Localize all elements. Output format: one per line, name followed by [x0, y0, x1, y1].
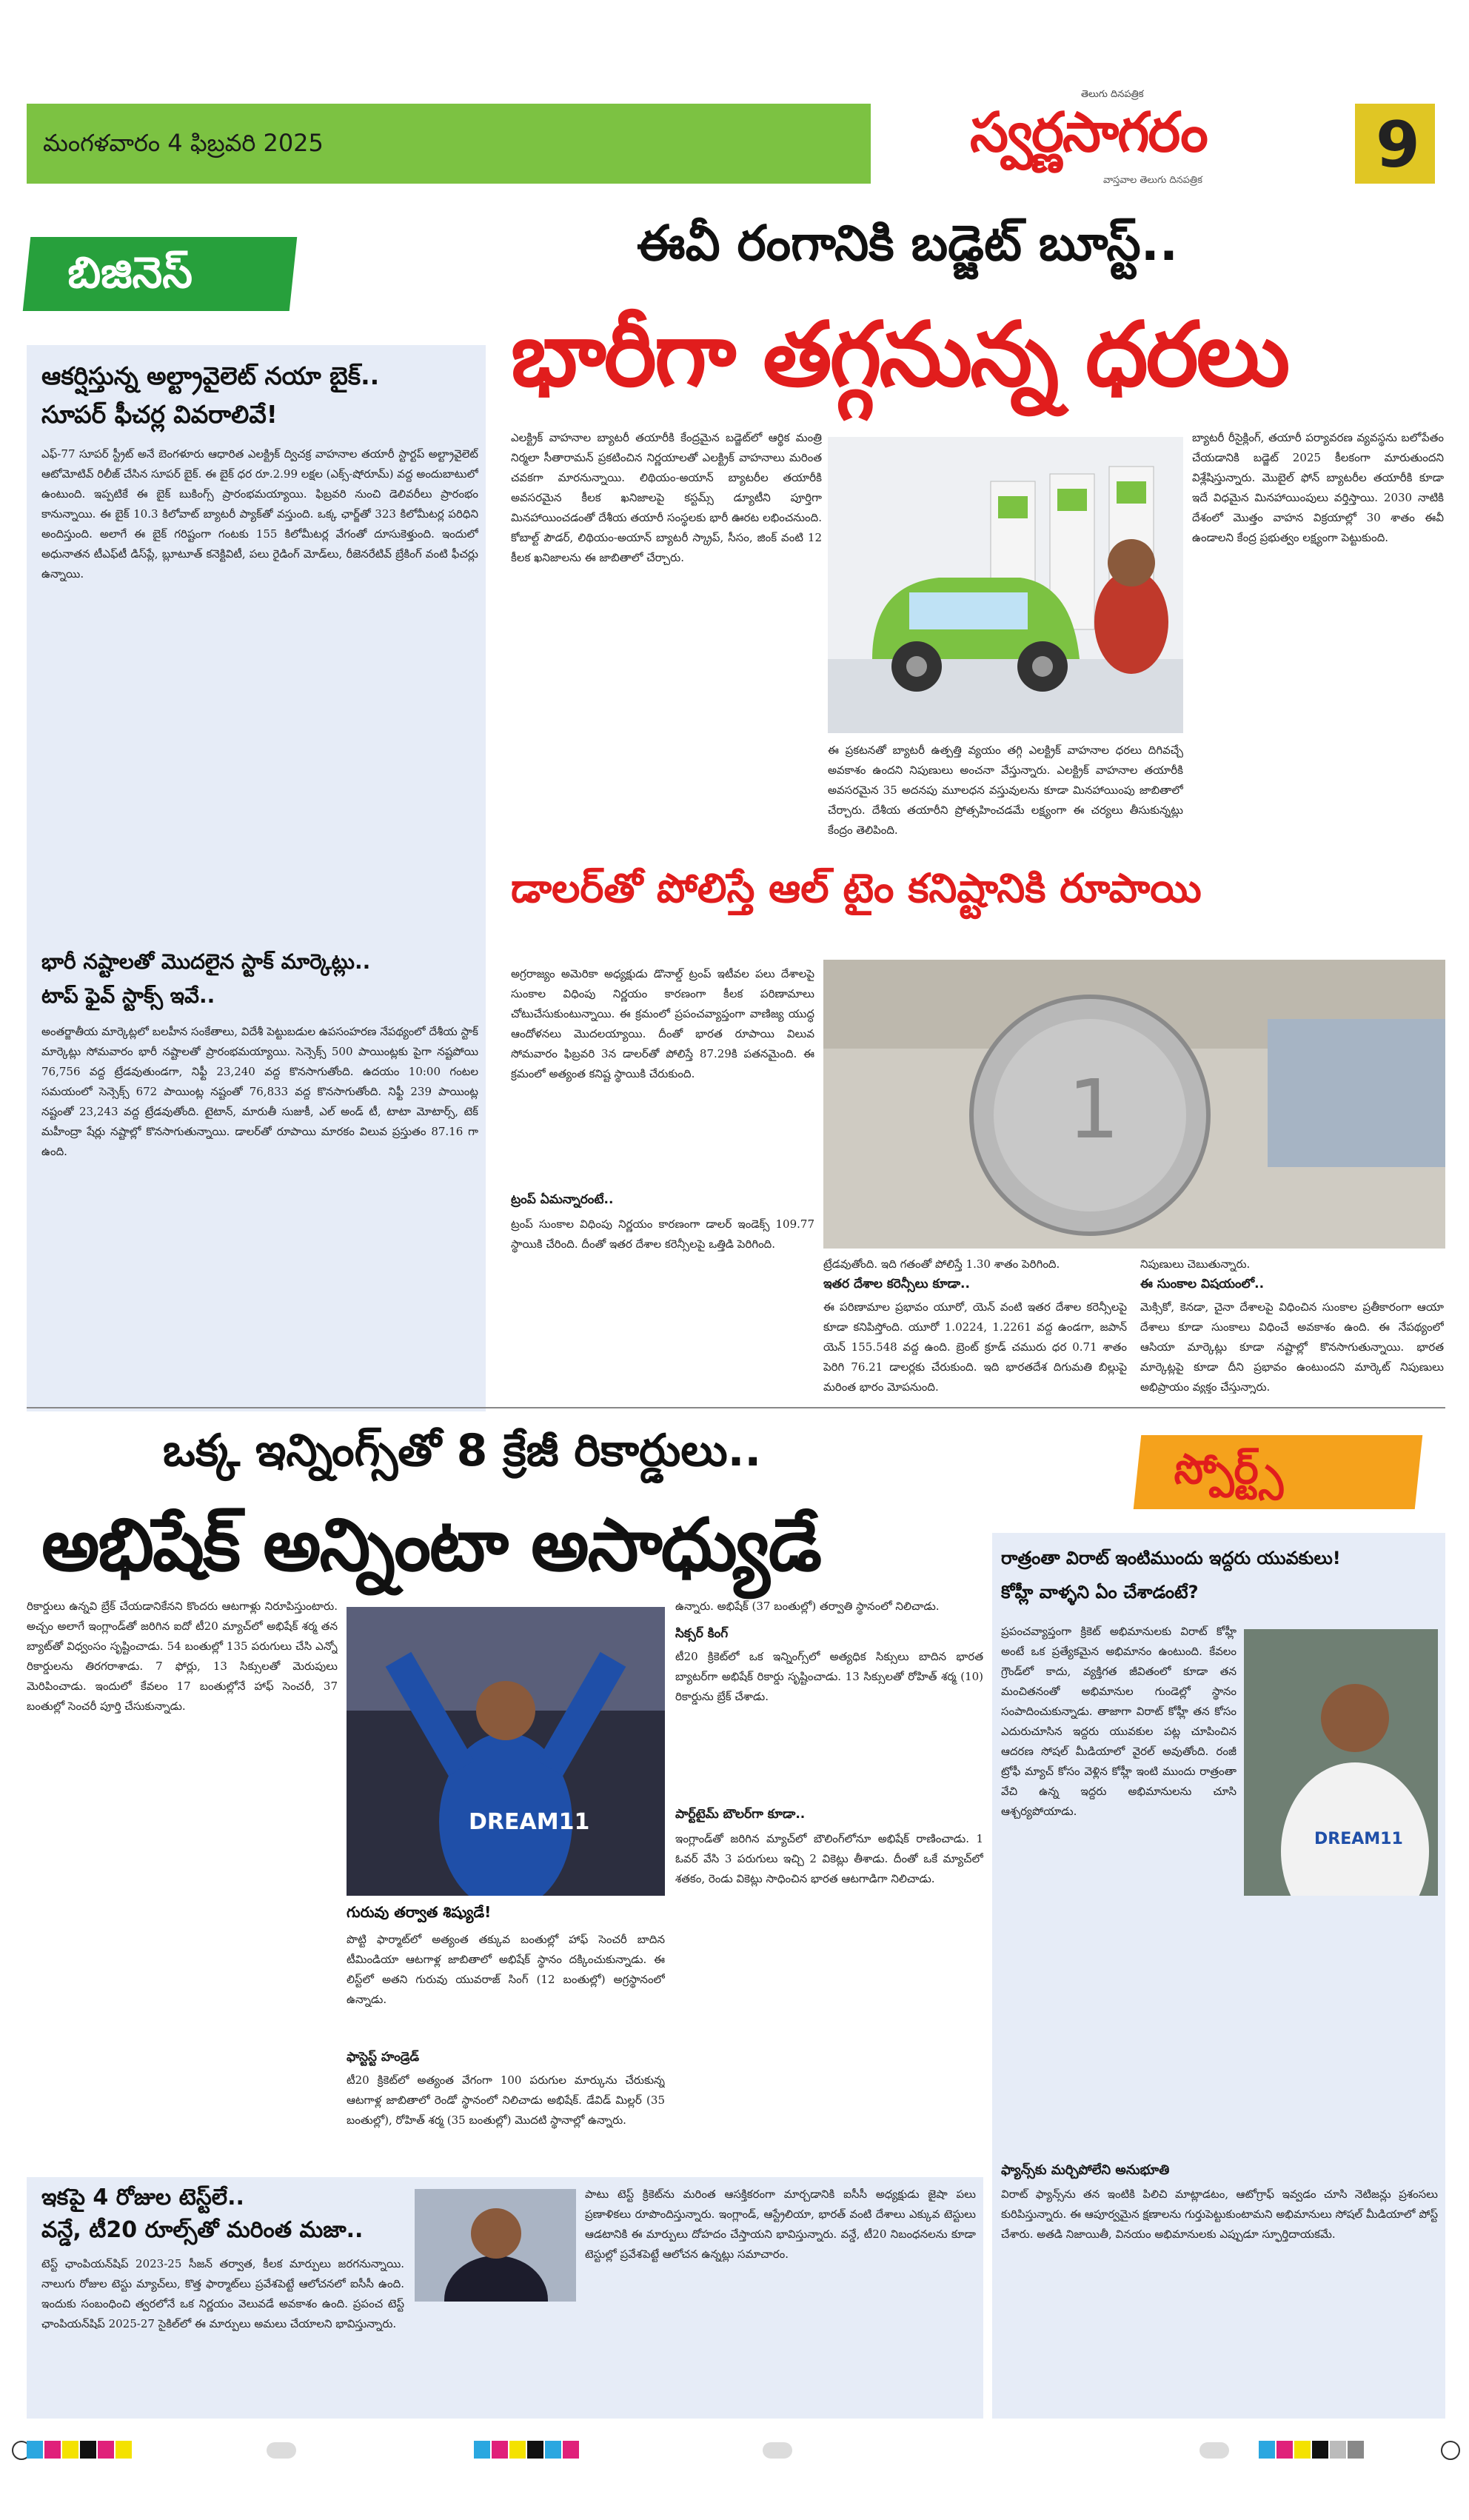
rupee-article-col3a: నిపుణులు చెబుతున్నారు. — [1140, 1257, 1251, 1271]
abhishek-subhead-2: ఫాస్టెస్ట్ హండ్రెడ్ — [347, 2050, 420, 2065]
rupee-subhead-1: ట్రంప్ ఏమన్నారంటే.. — [511, 1192, 614, 1207]
rupee-article-col2a: ట్రేడవుతోంది. ఇది గతంతో పోలిస్తే 1.30 శాతం పెరిగింది. — [823, 1257, 1060, 1271]
page-number-tab — [1355, 104, 1435, 184]
stocks-subhead: టాప్ ఫైవ్ స్టాక్స్ ఇవే.. — [41, 983, 215, 1008]
svg-text:DREAM11: DREAM11 — [1314, 1830, 1403, 1848]
ev-charging-photo — [828, 437, 1183, 733]
masthead-subtitle: వాస్తవాల తెలుగు దినపత్రిక — [1103, 175, 1202, 186]
test-col2: పాటు టెస్ట్ క్రికెట్‌ను మరింత ఆసక్తికరంగా మార్చడానికి ఐసీసీ అధ్యక్షుడు జైషా పలు ప్రణాళికలు రూపొందిస్తున్నారు. ఇంగ్లాండ్, ఆస్ట్రేలియా, భారత్ వంటి దేశాలు ఎక్కువ టెస్టులు ఆడటానికి ఈ మార్పులు దోహదం చేస్తాయని భావిస్తున్నారు. వన్డే, టీ20 నిబంధనలను కూడా టెస్టుల్లో ప్రవేశపెట్టే ఆలోచన ఉన్నట్లు సమాచారం. — [585, 2188, 976, 2261]
abhishek-col3c: ఇంగ్లాండ్‌తో జరిగిన మ్యాచ్‌లో బౌలింగ్‌లోనూ అభిషేక్ రాణించాడు. 1 ఓవర్ వేసి 3 పరుగులు ఇచ్చి 2 వికెట్లు తీశాడు. దీంతో ఒకే మ్యాచ్‌లో శతకం, రెండు వికెట్లు సాధించిన భారత ఆటగాడిగా నిలిచాడు. — [675, 1832, 983, 1885]
ev-article-col1: ఎలక్ట్రిక్ వాహనాల బ్యాటరీ తయారీకి కేంద్రమైన బడ్జెట్‌లో ఆర్థిక మంత్రి నిర్మలా సీతారామన్ ప్రకటించిన నిర్ణయాలతో ఎలక్ట్రిక్ వాహనాలు మరింత చవకగా మారనున్నాయి. లిథియం-అయాన్ బ్యాటరీల తయారీకి అవసరమైన కీలక ఖనిజాలపై కస్టమ్స్ డ్యూటీని పూర్తిగా మినహాయించడంతో దేశీయ తయారీ సంస్థలకు భారీ ఊరట లభించనుంది. కోబాల్ట్ పౌడర్, లిథియం-అయాన్ బ్యాటరీ స్క్రాప్, సీసం, జింక్ వంటి 12 కీలక ఖనిజాలను ఈ జాబితాలో చేర్చారు. — [511, 431, 822, 564]
stocks-article-body: అంతర్జాతీయ మార్కెట్లలో బలహీన సంకేతాలు, విదేశీ పెట్టుబడుల ఉపసంహరణ నేపథ్యంలో దేశీయ స్టాక్ మార్కెట్లు సోమవారం భారీ నష్టాలతో ప్రారంభమయ్యాయి. సెన్సెక్స్ 500 పాయింట్లకు పైగా నష్టపోయి 76,756 వద్ద ట్రేడవుతుండగా, నిఫ్టీ 23,240 వద్ద కొనసాగుతోంది. ఉదయం 10:00 గంటల సమయంలో సెన్సెక్స్ 672 పాయింట్ల నష్టంతో 76,833 వద్ద కొనసాగుతోంది. నిఫ్టీ 239 పాయింట్ల నష్టంతో 23,243 వద్ద ట్రేడవుతోంది. టైటాన్, మారుతీ సుజుకీ, ఎల్ అండ్ టీ, టాటా మోటార్స్, టెక్ మహీంద్రా షేర్లు నష్టాల్లో కొనసాగుతున్నాయి. డాలర్‌తో రూపాయి మారకం విలువ ప్రస్తుతం 87.16 గా ఉంది. — [41, 1025, 478, 1158]
abhishek-headline: అభిషేక్ అన్నింటా అసాధ్యుడే — [41, 1503, 821, 1588]
abhishek-col3b: టీ20 క్రికెట్‌లో ఒక ఇన్నింగ్స్‌లో అత్యధిక సిక్సులు బాదిన భారత బ్యాటర్‌గా అభిషేక్ రికార్డు సృష్టించాడు. 13 సిక్సులతో రోహిత్ శర్మ (10) రికార్డును బ్రేక్ చేశాడు. — [675, 1650, 983, 1703]
business-tag-label: బిజినెస్ — [67, 247, 193, 298]
abhishek-photo — [347, 1607, 665, 1896]
registration-mark-right — [1441, 2441, 1460, 2460]
rupee-headline: డాలర్‌తో పోలిస్తే ఆల్ టైం కనిష్టానికి రూపాయి — [511, 865, 1202, 912]
jay-shah-photo — [415, 2189, 576, 2302]
kohli-body: ప్రపంచవ్యాప్తంగా క్రికెట్ అభిమానులకు విరాట్ కోహ్లీ అంటే ఒక ప్రత్యేకమైన అభిమానం ఉంటుంది. కేవలం గ్రౌండ్‌లో కాదు, వ్యక్తిగత జీవితంలో కూడా తన మంచితనంతో అభిమానుల గుండెల్లో స్థానం సంపాదించుకున్నాడు. తాజాగా విరాట్ కోహ్లీ తన కోసం ఎదురుచూసిన ఇద్దరు యువకుల పట్ల చూపించిన ఆదరణ సోషల్ మీడియాలో వైరల్ అవుతోంది. రంజీ ట్రోఫీ మ్యాచ్ కోసం వెళ్లిన కోహ్లీ ఇంటి ముందు రాత్రంతా వేచి ఉన్న ఇద్దరు అభిమానులను చూసి ఆశ్చర్యపోయాడు. — [1001, 1625, 1237, 1818]
test-headline-line1: ఇకపై 4 రోజుల టెస్ట్‌లే.. — [41, 2185, 244, 2210]
abhishek-photo-caption: గురువు తర్వాత శిష్యుడే! — [347, 1903, 492, 1921]
kohli-body2: విరాట్ ఫ్యాన్స్‌ను తన ఇంటికి పిలిచి మాట్లాడటం, ఆటోగ్రాఫ్ ఇవ్వడం చూసి నెటిజన్లు ప్రశంసలు కురిపిస్తున్నారు. ఈ ఆపూర్వమైన క్షణాలను గుర్తుపెట్టుకుంటామని అభిమానులు సోషల్ మీడియాలో పోస్ట్ చేశారు. అతడి నిజాయితీ, వినయం అభిమానులకు ఎప్పుడూ స్ఫూర్తిదాయకమే. — [1001, 2188, 1438, 2241]
header-green-bar — [27, 104, 871, 184]
color-bar-3 — [1259, 2441, 1436, 2459]
abhishek-col1: రికార్డులు ఉన్నవి బ్రేక్ చేయడానికేనని కొందరు ఆటగాళ్లు నిరూపిస్తుంటారు. అచ్చం అలాగే ఇంగ్లాండ్‌తో జరిగిన ఐదో టీ20 మ్యాచ్‌లో అభిషేక్ శర్మ తన బ్యాట్‌తో విధ్వంసం సృష్టించాడు. 54 బంతుల్లో 135 పరుగులు చేసి ఎన్నో రికార్డులను తిరగరాశాడు. 7 ఫోర్లు, 13 సిక్సులతో మెరుపులు మెరిపించాడు. ఇందులో కేవలం 17 బంతుల్లోనే హాఫ్ సెంచరీ, 37 బంతుల్లో సెంచరీ పూర్తి చేసుకున్నాడు. — [27, 1600, 338, 1713]
print-pill-3 — [1199, 2442, 1229, 2459]
test-col1: టెస్ట్ ఛాంపియన్‌షిప్ 2023-25 సీజన్ తర్వాత, కీలక మార్పులు జరగనున్నాయి. నాలుగు రోజుల టెస్టు మ్యాచ్‌లు, కొత్త ఫార్మాట్‌లు ప్రవేశపెట్టే ఆలోచనలో ఐసీసీ ఉంది. ఇందుకు సంబంధించి త్వరలోనే ఒక నిర్ణయం వెలువడే అవకాశం ఉంది. ప్రపంచ టెస్ట్ ఛాంపియన్‌షిప్ 2025-27 సైకిల్‌లో ఈ మార్పులు అమలు చేయాలని భావిస్తున్నారు. — [41, 2257, 404, 2330]
abhishek-col3: ఉన్నారు. అభిషేక్ (37 బంతుల్లో) తర్వాతి స్థానంలో నిలిచాడు. — [675, 1600, 940, 1613]
kohli-headline-line1: రాత్రంతా విరాట్ ఇంటిముందు ఇద్దరు యువకులు! — [1001, 1548, 1341, 1568]
stocks-headline: భారీ నష్టాలతో మొదలైన స్టాక్ మార్కెట్లు.. — [41, 949, 371, 974]
abhishek-subhead-3: సిక్సర్ కింగ్ — [675, 1626, 729, 1641]
masthead-logo — [963, 89, 1348, 193]
masthead-title: స్వర్ణసాగరం — [970, 101, 1207, 164]
masthead-top-line: తెలుగు దినపత్రిక — [1081, 89, 1144, 100]
rupee-article-col3b: మెక్సికో, కెనడా, చైనా దేశాలపై విధించిన సుంకాల ప్రతీకారంగా ఆయా దేశాలు కూడా సుంకాలు విధించే అవకాశం ఉంది. ఈ నేపథ్యంలో ఆసియా మార్కెట్లు కూడా నష్టాల్లో కొనసాగుతున్నాయి. భారత మార్కెట్లపై కూడా దీని ప్రభావం ఉంటుందని మార్కెట్ నిపుణులు అభిప్రాయం వ్యక్తం చేస్తున్నారు. — [1140, 1300, 1444, 1394]
sports-section-tag — [1134, 1435, 1423, 1509]
page-number: 9 — [1376, 108, 1420, 182]
kohli-headline-line2: కోహ్లీ వాళ్ళని ఏం చేశాడంటే? — [1001, 1582, 1199, 1602]
svg-text:DREAM11: DREAM11 — [469, 1809, 590, 1835]
print-pill-2 — [763, 2442, 792, 2459]
rupee-article-col2b: ఈ పరిణామాల ప్రభావం యూరో, యెన్ వంటి ఇతర దేశాల కరెన్సీలపై కూడా కనిపిస్తోంది. యూరో 1.0224, 1.2261 వద్ద ఉండగా, జపాన్ యెన్ 155.548 వద్ద ఉంది. బ్రెంట్ క్రూడ్ చమురు ధర 0.71 శాతం పెరిగి 76.21 డాలర్లకు చేరుకుంది. ఇది భారతదేశ దిగుమతి బిల్లుపై మరింత భారం మోపనుంది. — [823, 1300, 1127, 1394]
ev-article-col2: ఈ ప్రకటనతో బ్యాటరీ ఉత్పత్తి వ్యయం తగ్గి ఎలక్ట్రిక్ వాహనాల ధరలు దిగివచ్చే అవకాశం ఉందని నిపుణులు అంచనా వేస్తున్నారు. ఎలక్ట్రిక్ వాహనాల తయారీకి అవసరమైన 35 అదనపు మూలధన వస్తువులను కూడా మినహాయింపు జాబితాలో చేర్చారు. దేశీయ తయారీని ప్రోత్సహించడమే లక్ష్యంగా ఈ చర్యలు తీసుకున్నట్లు కేంద్రం తెలిపింది. — [828, 743, 1183, 837]
rupee-article-col1b: ట్రంప్ సుంకాల విధింపు నిర్ణయం కారణంగా డాలర్ ఇండెక్స్ 109.77 స్థాయికి చేరింది. దీంతో ఇతర దేశాల కరెన్సీలపై ఒత్తిడి పెరిగింది. — [511, 1217, 814, 1251]
abhishek-col2b: టీ20 క్రికెట్‌లో అత్యంత వేగంగా 100 పరుగుల మార్కును చేరుకున్న ఆటగాళ్ల జాబితాలో రెండో స్థానంలో నిలిచాడు అభిషేక్. డేవిడ్ మిల్లర్ (35 బంతుల్లో), రోహిత్ శర్మ (35 బంతుల్లో) మొదటి స్థానాల్లో ఉన్నారు. — [347, 2073, 665, 2127]
ev-kicker: ఈవీ రంగానికి బడ్జెట్ బూస్ట్.. — [637, 215, 1178, 272]
print-pill-1 — [267, 2442, 296, 2459]
rupee-subhead-3: ఈ సుంకాల విషయంలో.. — [1140, 1277, 1265, 1291]
ev-headline: భారీగా తగ్గనున్న ధరలు — [511, 304, 1288, 407]
kohli-subhead: ఫ్యాన్స్‌కు మర్చిపోలేని అనుభూతి — [1001, 2162, 1170, 2178]
business-section-tag — [23, 237, 298, 311]
color-bar-1 — [27, 2441, 204, 2459]
issue-date: మంగళవారం 4 ఫిబ్రవరి 2025 — [43, 129, 324, 157]
svg-text:1: 1 — [1068, 1062, 1120, 1157]
abhishek-subhead-3b: పార్ట్‌టైమ్ బౌలర్‌గా కూడా.. — [675, 1807, 806, 1822]
sports-tag-label: స్పోర్ట్స్ — [1174, 1446, 1283, 1494]
section-divider — [27, 1407, 1445, 1408]
bike-article-body: ఎఫ్-77 సూపర్ స్ట్రీట్ అనే బెంగళూరు ఆధారిత ఎలక్ట్రిక్ ద్విచక్ర వాహనాల తయారీ స్టార్టప్ అల్ట్రావైలెట్ ఆటోమోటివ్ రిలీజ్ చేసిన సూపర్ బైక్. ఈ బైక్ ధర రూ.2.99 లక్షల (ఎక్స్-షోరూమ్) వద్ద అందుబాటులో ఉంటుంది. ఇప్పటికే ఈ బైక్ బుకింగ్స్ ప్రారంభమయ్యాయి. ఫిబ్రవరి నుంచి డెలివరీలు ప్రారంభం కానున్నాయి. ఈ బైక్ 10.3 కిలోవాట్ బ్యాటరీ ప్యాక్‌తో వస్తుంది. ఒక్క ఛార్జ్‌తో 323 కిలోమీటర్ల పరిధిని అందిస్తుంది. అలాగే ఈ బైక్ గరిష్టంగా గంటకు 155 కిలోమీటర్ల వేగంతో దూసుకెళ్తుంది. ఇందులో అధునాతన టీఎఫ్‌టీ డిస్‌ప్లే, బ్లూటూత్ కనెక్టివిటీ, పలు రైడింగ్ మోడ్‌లు, రీజెనరేటివ్ బ్రేకింగ్ వంటి ఫీచర్లు ఉన్నాయి. — [41, 447, 478, 581]
rupee-article-col1: అగ్రరాజ్యం అమెరికా అధ్యక్షుడు డొనాల్డ్ ట్రంప్ ఇటీవల పలు దేశాలపై సుంకాల విధింపు నిర్ణయం కారణంగా కీలక పరిణామాలు చోటుచేసుకుంటున్నాయి. ఈ క్రమంలో ప్రపంచవ్యాప్తంగా వాణిజ్య యుద్ధ ఆందోళనలు మొదలయ్యాయి. దీంతో భారత రూపాయి విలువ సోమవారం ఫిబ్రవరి 3న డాలర్‌తో పోలిస్తే 87.29కి పతనమైంది. ఈ క్రమంలో అత్యంత కనిష్ట స్థాయికి చేరుకుంది. — [511, 967, 814, 1080]
abhishek-kicker: ఒక్క ఇన్నింగ్స్‌తో 8 క్రేజీ రికార్డులు.. — [163, 1425, 762, 1477]
rupee-coin-photo — [823, 960, 1445, 1249]
test-headline-line2: వన్డే, టీ20 రూల్స్‌తో మరింత మజా.. — [41, 2217, 364, 2243]
rupee-subhead-2: ఇతర దేశాల కరెన్సీలు కూడా.. — [823, 1277, 970, 1291]
ev-article-col3: బ్యాటరీ రీసైక్లింగ్, తయారీ పర్యావరణ వ్యవస్థను బలోపేతం చేయడానికి బడ్జెట్ 2025 కీలకంగా మారుతుందని విశ్లేషిస్తున్నారు. మొబైల్ ఫోన్ బ్యాటరీల తయారీకి కూడా ఇదే విధమైన మినహాయింపులు వర్తిస్తాయి. 2030 నాటికి దేశంలో మొత్తం వాహన విక్రయాల్లో 30 శాతం ఈవీ ఉండాలని కేంద్ర ప్రభుత్వం లక్ష్యంగా పెట్టుకుంది. — [1192, 431, 1444, 544]
bike-headline-line2: సూపర్ ఫీచర్ల వివరాలివే! — [41, 400, 278, 429]
abhishek-col2: పొట్టి ఫార్మాట్‌లో అత్యంత తక్కువ బంతుల్లో హాఫ్ సెంచరీ బాదిన టీమిండియా ఆటగాళ్ల జాబితాలో అభిషేక్ స్థానం దక్కించుకున్నాడు. ఈ లిస్ట్‌లో అతని గురువు యువరాజ్ సింగ్ (12 బంతుల్లో) అగ్రస్థానంలో ఉన్నాడు. — [347, 1933, 665, 2006]
color-bar-2 — [474, 2441, 652, 2459]
kohli-photo — [1244, 1629, 1438, 1896]
bike-headline-line1: ఆకర్షిస్తున్న అల్ట్రావైలెట్ నయా బైక్.. — [41, 361, 380, 390]
